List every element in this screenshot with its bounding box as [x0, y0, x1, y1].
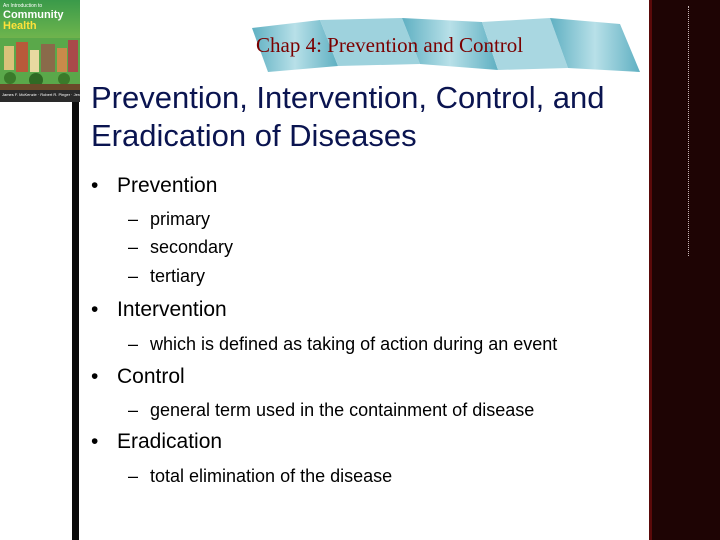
bullet-dot-icon: • — [91, 430, 99, 453]
bullet-control — [91, 365, 185, 389]
sub-item-label: which is defined as taking of action during an event — [150, 334, 558, 354]
left-divider — [72, 102, 79, 540]
bullet-label: Eradication — [117, 430, 223, 453]
sub-item — [128, 237, 233, 258]
sub-item — [128, 466, 392, 487]
bullet-dot-icon: • — [91, 174, 99, 197]
dash-icon: – — [128, 466, 139, 486]
right-dotted-line — [688, 6, 689, 256]
sub-item — [128, 266, 205, 287]
cover-title-line2: Health — [3, 20, 37, 32]
bullet-dot-icon: • — [91, 298, 99, 321]
dash-icon: – — [128, 266, 139, 286]
bullet-intervention — [91, 298, 227, 322]
cover-subtitle: An Introduction to — [3, 3, 43, 9]
dash-icon: – — [128, 400, 139, 420]
bullet-dot-icon: • — [91, 365, 99, 388]
bullet-eradication — [91, 430, 222, 454]
book-cover-image — [0, 0, 107, 102]
sub-item — [128, 334, 557, 355]
sub-item-label: general term used in the containment of disease — [150, 400, 535, 420]
slide-title: Prevention, Intervention, Control, and Eradication of Diseases — [91, 80, 605, 153]
sub-item-label: secondary — [150, 237, 234, 257]
bullet-prevention — [91, 174, 217, 198]
sub-item-label: total elimination of the disease — [150, 466, 393, 486]
bullet-label: Prevention — [117, 174, 218, 197]
cover-title-line1: Community — [3, 9, 64, 21]
bullet-label: Intervention — [117, 298, 227, 321]
sub-item-label: primary — [150, 209, 211, 229]
cover-authors: James F. McKenzie · Robert R. Pinger · Jerome E. Kotecki — [2, 92, 107, 97]
bullet-label: Control — [117, 365, 185, 388]
dash-icon: – — [128, 334, 139, 354]
right-border-decoration — [649, 0, 720, 540]
dash-icon: – — [128, 237, 139, 257]
chapter-title: Chap 4: Prevention and Control — [256, 33, 524, 57]
sub-item — [128, 400, 534, 421]
dash-icon: – — [128, 209, 139, 229]
cover-title — [3, 10, 64, 32]
sub-item-label: tertiary — [150, 266, 206, 286]
sub-item — [128, 209, 210, 230]
